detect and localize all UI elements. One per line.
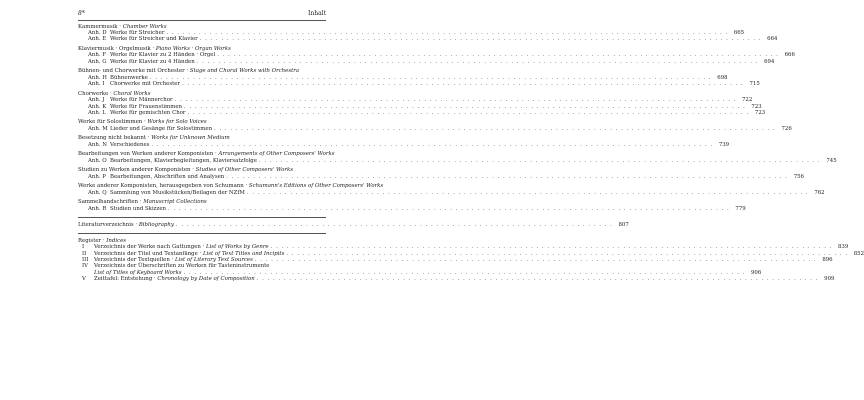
- toc-entry[interactable]: [78, 109, 766, 117]
- leader-dots: [247, 190, 809, 197]
- entry-code: Anh. O: [88, 157, 107, 164]
- entry-code: V: [82, 276, 86, 283]
- toc-entry[interactable]: [78, 205, 746, 212]
- leader-dots: [168, 206, 730, 213]
- page-ref: 698: [717, 74, 728, 81]
- entry-label: Verzeichnis der Textquellen · List of Literary Text Sources: [94, 256, 253, 263]
- page-ref: 739: [718, 141, 730, 148]
- page-ref: 715: [749, 81, 760, 88]
- page-ref: 722: [741, 97, 753, 104]
- entry-code: Anh. D: [88, 29, 107, 36]
- entry-label: Bearbeitungen, Klavierbegleitungen, Klaviersatzfolge: [110, 157, 257, 164]
- entry-label-en: List of Text Titles and Incipits: [202, 250, 285, 257]
- leader-dots: [255, 257, 817, 264]
- entry-label: Sammlung von Musikstücken/Beilagen der NZfM: [110, 189, 245, 196]
- entry-label-en: List of Works by Genre: [206, 244, 269, 251]
- entry-label-en: List of Literary Text Sources: [174, 256, 253, 263]
- entry-code: IV: [82, 263, 89, 270]
- section-title: Werke für Solostimmen · Works for Solo Voices: [78, 119, 207, 126]
- leader-dots: [200, 36, 762, 43]
- toc-sections: [78, 23, 837, 213]
- toc-section: [78, 151, 837, 164]
- section-divider: [78, 233, 326, 234]
- toc-entry[interactable]: [78, 157, 837, 164]
- page-ref: 906: [750, 269, 762, 276]
- literature-label: Literaturverzeichnis: [78, 221, 134, 228]
- page-ref: 779: [735, 205, 746, 212]
- register-section: [78, 237, 864, 283]
- toc-section: [78, 90, 766, 117]
- entry-label-en: Chronology by Date of Composition: [157, 276, 255, 283]
- toc-section: [78, 199, 746, 212]
- toc-section: [78, 45, 795, 66]
- section-title: Chorwerke · Choral Works: [78, 90, 151, 97]
- leader-dots: [188, 110, 750, 117]
- leader-dots: [197, 59, 759, 66]
- toc-entry[interactable]: [78, 173, 804, 180]
- leader-dots: [176, 222, 613, 229]
- toc-section: [78, 119, 792, 132]
- entry-label: Verzeichnis der Überschriften zu Werken für Tasteninstrumente: [94, 263, 270, 270]
- entry-label: Werke für gemischten Chor: [110, 109, 186, 116]
- entry-label: Bearbeitungen, Abschriften und Analysen: [110, 173, 225, 180]
- entry-code: Anh. F: [88, 52, 107, 59]
- toc-page: [78, 10, 864, 283]
- leader-dots: [214, 126, 776, 133]
- leader-dots: [182, 81, 744, 88]
- page-ref: 896: [822, 256, 833, 263]
- literature-label-en: Bibliography: [138, 221, 174, 228]
- entry-label: Werke für Klavier zu 2 Händen · Orgel: [110, 52, 216, 59]
- toc-entry[interactable]: [78, 36, 778, 43]
- page-ref: 756: [793, 173, 804, 180]
- section-title: Werke anderer Komponisten, herausgegeben von Schumann · Schumann's Editions of Other Composers' Works: [78, 183, 384, 190]
- toc-section: [78, 23, 778, 44]
- entry-label: Werke für Streicher: [110, 29, 165, 36]
- toc-entry-literature[interactable]: Literaturverzeichnis · Bibliography . . . 807: [78, 222, 326, 229]
- page-ref: 839: [838, 244, 849, 251]
- page-ref: 665: [733, 29, 745, 36]
- entry-code: I: [82, 244, 85, 251]
- entry-label: Chorwerke mit Orchester: [110, 81, 181, 88]
- entry-label-en: List of Titles of Keyboard Works: [94, 269, 182, 276]
- entry-label: Verzeichnis der Werke nach Gattungen · List of Works by Genre: [94, 244, 269, 251]
- entry-code: Anh. G: [88, 58, 107, 65]
- page-header: [78, 10, 326, 19]
- entry-code: Anh. N: [88, 141, 107, 148]
- entry-label: Verschiedenes: [110, 141, 150, 148]
- toc-entry[interactable]: [78, 81, 760, 88]
- entry-label: Bühnenwerke: [110, 74, 148, 81]
- register-entry[interactable]: [78, 276, 835, 283]
- section-title: Studien zu Werken anderer Komponisten · Studies of Other Composers' Works: [78, 167, 294, 174]
- toc-entry[interactable]: [78, 58, 775, 65]
- entry-label: Werke für Frauenstimmen: [110, 103, 183, 110]
- page-ref: 723: [754, 109, 766, 116]
- header-rule: [78, 20, 326, 21]
- page-ref: 726: [781, 125, 792, 132]
- section-title: Besetzung nicht bekannt · Works for Unknown Medium: [78, 135, 230, 142]
- register-heading: Register · Indices: [78, 237, 127, 244]
- entry-label: Verzeichnis der Titel und Textanfänge · List of Text Titles and Incipits: [94, 250, 285, 257]
- page-ref: 909: [824, 276, 835, 283]
- entry-code: Anh. R: [88, 205, 107, 212]
- toc-entry[interactable]: [78, 125, 792, 132]
- page-ref: 852: [853, 250, 864, 257]
- running-title: Inhalt: [307, 10, 326, 17]
- section-title: Bearbeitungen von Werken anderer Komponisten · Arrangements of Other Composers' Works: [78, 151, 335, 158]
- entry-label: Studien und Skizzen: [110, 205, 167, 212]
- register-entries: [78, 244, 864, 283]
- page-ref: 745: [826, 157, 837, 164]
- entry-code: Anh. P: [88, 173, 106, 180]
- entry-code: Anh. K: [88, 103, 107, 110]
- page-ref: 762: [814, 189, 825, 196]
- toc-section: [78, 183, 825, 196]
- leader-dots: [226, 174, 788, 181]
- entry-code: II: [82, 250, 87, 257]
- leader-dots: [257, 276, 819, 283]
- entry-code: Anh. I: [88, 81, 105, 88]
- entry-label: Zeittafel: Entstehung · Chronology by Date of Composition: [94, 276, 255, 283]
- entry-label: Werke für Klavier zu 4 Händen: [110, 58, 195, 65]
- entry-code: III: [82, 256, 89, 263]
- entry-code: Anh. J: [88, 97, 105, 104]
- entry-code: Anh. L: [88, 109, 106, 116]
- toc-entry[interactable]: [78, 189, 825, 196]
- entry-label: Werke für Streicher und Klavier: [110, 36, 198, 43]
- page-ref: 694: [764, 58, 775, 65]
- entry-label: Werke für Männerchor: [110, 97, 173, 104]
- leader-dots: [151, 142, 713, 149]
- section-divider: [78, 217, 326, 218]
- leader-dots: [259, 158, 821, 165]
- toc-section: [78, 135, 730, 148]
- entry-label: Lieder und Gesänge für Solostimmen: [110, 125, 213, 132]
- page-ref: 723: [751, 103, 762, 110]
- toc-entry[interactable]: [78, 141, 730, 148]
- section-title: Klaviermusik · Orgelmusik · Piano Works · Organ Works: [78, 45, 231, 52]
- section-title: Bühnen- und Chorwerke mit Orchester · Stage and Choral Works with Orchestra: [78, 68, 300, 75]
- section-title: Sammelhandschriften · Manuscript Collections: [78, 199, 207, 206]
- page-ref: 666: [784, 52, 795, 59]
- toc-section: [78, 68, 760, 88]
- entry-code: Anh. E: [88, 36, 107, 43]
- section-title: Kammermusik · Chamber Works: [78, 23, 167, 30]
- entry-code: Anh. H: [88, 74, 107, 81]
- page-number: 8*: [78, 10, 85, 17]
- entry-code: Anh. M: [88, 125, 108, 132]
- page-ref: 664: [767, 36, 778, 43]
- toc-section: [78, 167, 804, 180]
- page-ref: 807: [618, 221, 629, 228]
- entry-code: Anh. Q: [88, 189, 107, 196]
